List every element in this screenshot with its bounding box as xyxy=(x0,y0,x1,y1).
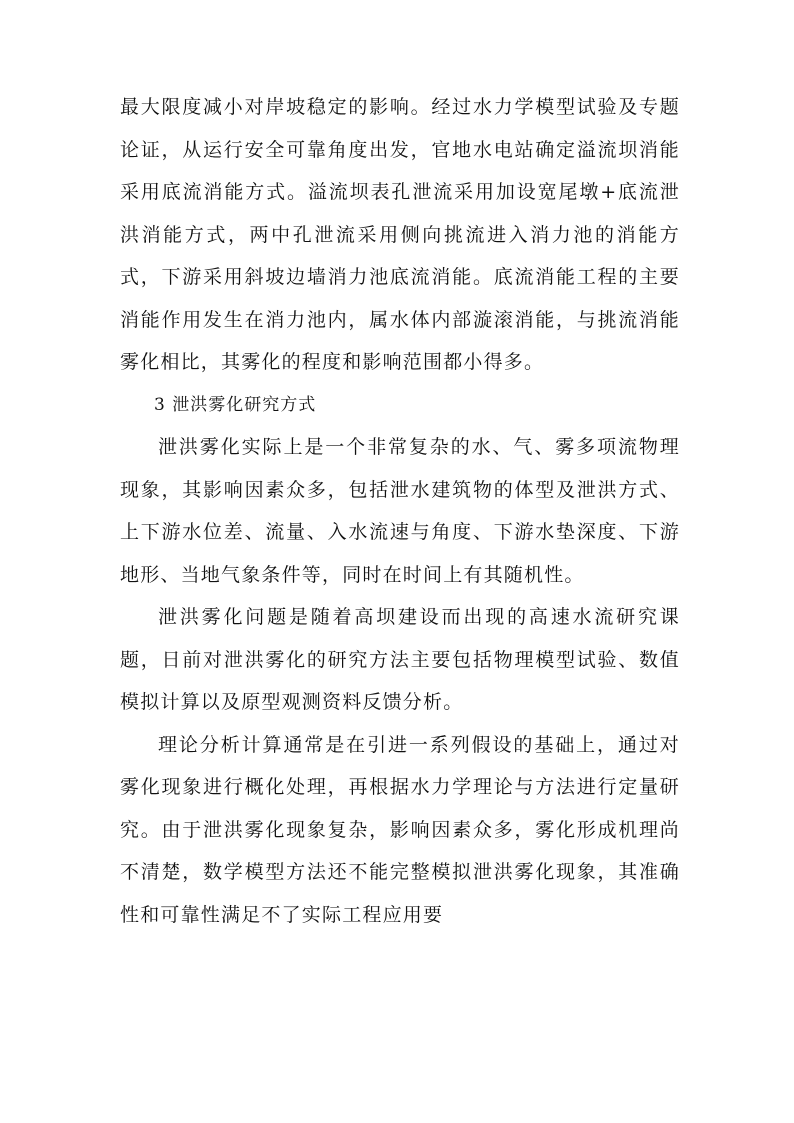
document-body xyxy=(120,86,680,936)
paragraph-continuation: 最大限度减小对岸坡稳定的影响。经过水力学模型试验及专题论证，从运行安全可靠角度出发，官地水电站确定溢流坝消能采用底流消能方式。溢流坝表孔泄流采用加设宽尾墩+底流泄洪消能方式，两中孔泄流采用侧向挑流进入消力池的消能方式，下游采用斜坡边墙消力池底流消能。底流消能工程的主要消能作用发生在消力池内，属水体内部漩滚消能，与挑流消能雾化相比，其雾化的程度和影响范围都小得多。 xyxy=(120,96,680,373)
paragraph-theoretical-analysis: 理论分析计算通常是在引进一系列假设的基础上，通过对雾化现象进行概化处理，再根据水力学理论与方法进行定量研究。由于泄洪雾化现象复杂，影响因素众多，雾化形成机理尚不清楚，数学模型方法还不能完整模拟泄洪雾化现象，其准确性和可靠性满足不了实际工程应用要 xyxy=(120,733,680,926)
paragraph-research-methods: 泄洪雾化问题是随着高坝建设而出现的高速水流研究课题，日前对泄洪雾化的研究方法主要包括物理模型试验、数值模拟计算以及原型观测资料反馈分析。 xyxy=(120,606,680,713)
section-heading: 3 泄洪雾化研究方式 xyxy=(154,394,317,415)
paragraph-atomization-overview: 泄洪雾化实际上是一个非常复杂的水、气、雾多项流物理现象，其影响因素众多，包括泄水建筑物的体型及泄洪方式、上下游水位差、流量、入水流速与角度、下游水垫深度、下游地形、当地气象条件等，同时在时间上有其随机性。 xyxy=(120,436,680,586)
